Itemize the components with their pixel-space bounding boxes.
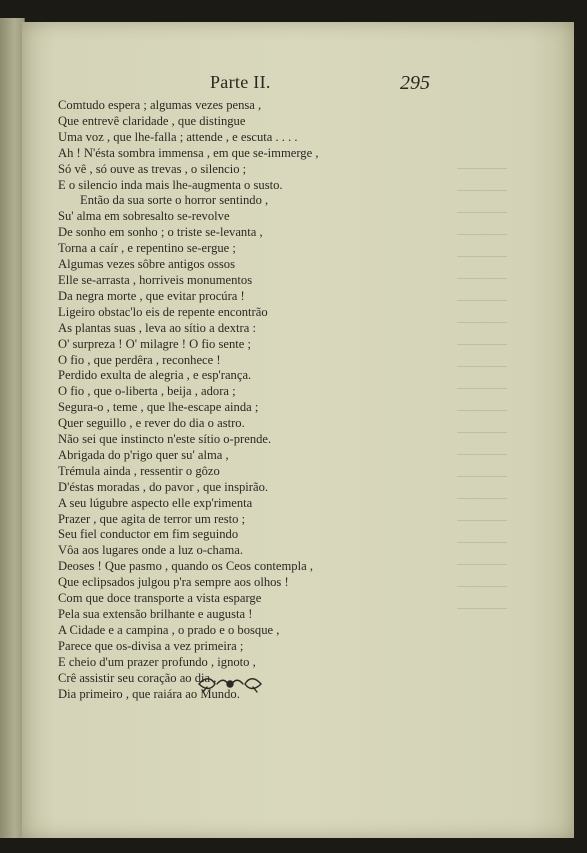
verse-line: Ah ! N'ésta sombra immensa , em que se-immerge , [58, 145, 319, 160]
verse-line: Comtudo espera ; algumas vezes pensa , [58, 98, 262, 112]
verse-line: Parece que os-divisa a vez primeira ; [58, 638, 244, 653]
verse-line: Dia primeiro , que raiára ao Mundo. [58, 686, 240, 701]
verse-line: Que eclipsados julgou p'ra sempre aos olhos ! [58, 575, 289, 590]
verse-line: Torna a caír , e repentino se-ergue ; [58, 241, 236, 256]
verse-line: Quer seguillo , e rever do dia o astro. [58, 416, 245, 431]
verse-line: Crê assistir seu coração ao dia , [58, 670, 217, 685]
verse-line: Não sei que instincto n'este sítio o-prende. [58, 432, 272, 447]
floral-vignette-icon [195, 675, 265, 693]
verse-line: D'éstas moradas , do pavor , que inspirão. [58, 479, 269, 494]
verse-line: Uma voz , que lhe-falla ; attende , e escuta . . . . [58, 129, 298, 144]
verse-line: Abrigada do p'rigo quer su' alma , [58, 447, 229, 462]
verse-line: O fio , que perdêra , reconhece ! [58, 352, 221, 367]
verse-line: Algumas vezes sôbre antigos ossos [58, 257, 235, 272]
show-through-text [457, 152, 507, 622]
verse-line: Pela sua extensão brilhante e augusta ! [58, 607, 253, 621]
verse-line: Deoses ! Que pasmo , quando os Ceos contempla , [58, 559, 313, 574]
verse-line: Da negra morte , que evitar procúra ! [58, 288, 245, 303]
verse-line: Ligeiro obstac'lo eis de repente encontrão [58, 304, 268, 319]
verse-line: Só vê , só ouve as trevas , o silencio ; [58, 161, 247, 176]
verse-line: Que entrevê claridade , que distingue [58, 113, 246, 128]
verse-line: A seu lúgubre aspecto elle exp'rimenta [58, 495, 253, 510]
verse-line: A Cidade e a campina , o prado e o bosque , [58, 622, 280, 637]
verse-line: O fio , que o-liberta , beija , adora ; [58, 384, 236, 399]
verse-line: Com que doce transporte a vista esparge [58, 591, 262, 606]
verse-line: Prazer , que agita de terror um resto ; [58, 511, 246, 526]
verse-line: As plantas suas , leva ao sítio a dextra : [58, 320, 256, 335]
poem-text [58, 98, 418, 702]
verse-line: Seu fiel conductor em fim seguindo [58, 527, 239, 542]
verse-line: De sonho em sonho ; o triste se-levanta , [58, 225, 263, 240]
verse-line: O' surpreza ! O' milagre ! O fio sente ; [58, 336, 252, 351]
verse-line: Segura-o , teme , que lhe-escape ainda ; [58, 400, 259, 415]
verse-line: Elle se-arrasta , horriveis monumentos [58, 272, 253, 287]
verse-line: E cheio d'um prazer profundo , ignoto , [58, 654, 256, 669]
verse-line: Perdido exulta de alegria , e esp'rança. [58, 368, 252, 383]
verse-line: Então da sua sorte o horror sentindo , [80, 193, 269, 208]
verse-line: Trémula ainda , ressentir o gôzo [58, 463, 220, 478]
verse-line: Su' alma em sobresalto se-revolve [58, 209, 230, 224]
page-number: 295 [400, 72, 430, 94]
verse-line: Vôa aos lugares onde a luz o-chama. [58, 543, 243, 558]
verse-line: E o silencio inda mais lhe-augmenta o susto. [58, 177, 283, 192]
running-title: Parte II. [210, 72, 271, 92]
